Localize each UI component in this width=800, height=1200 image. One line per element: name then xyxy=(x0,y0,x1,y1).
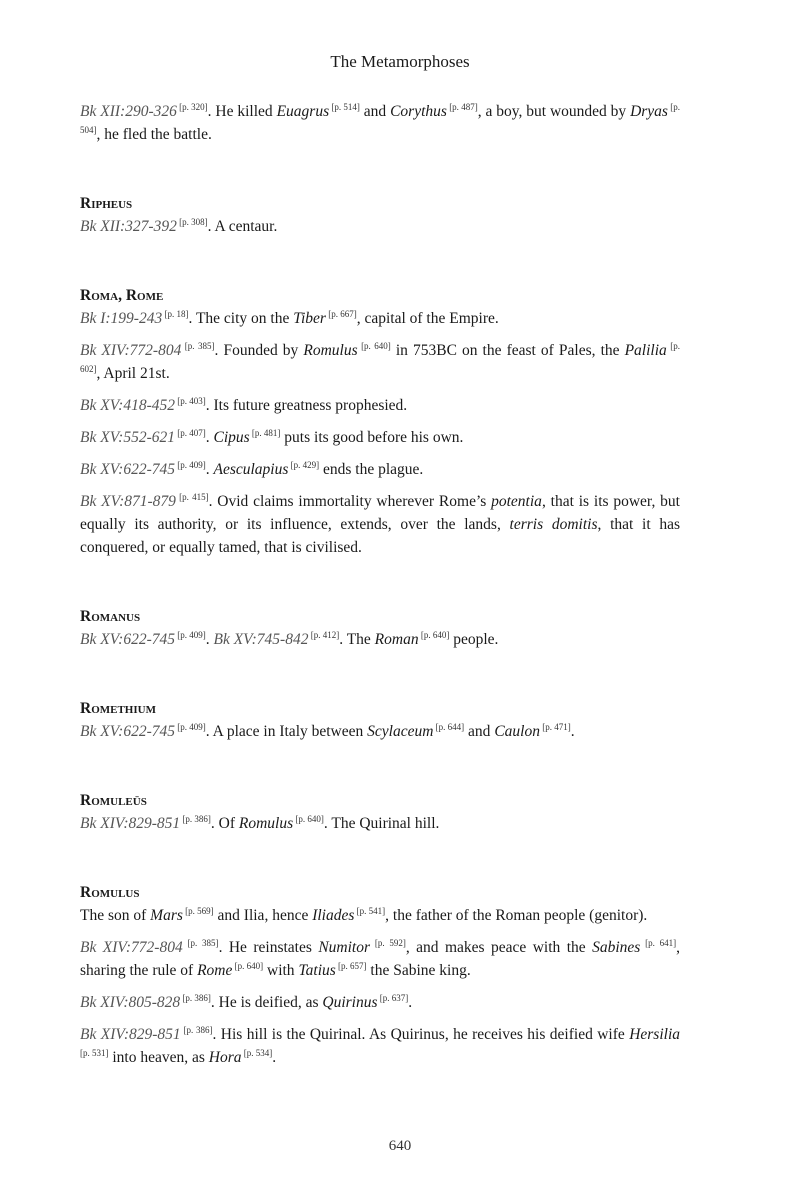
body-text: . xyxy=(272,1049,277,1066)
italic-term-link: Cipus xyxy=(213,429,250,446)
entry-heading: Ripheus xyxy=(80,195,133,212)
book-reference: Bk XIV:772-804 xyxy=(80,939,183,956)
entry-paragraph xyxy=(80,100,680,146)
page-reference: [p. 592] xyxy=(370,937,406,948)
book-reference: Bk XV:622-745 xyxy=(80,723,175,740)
body-text: . A place in Italy between xyxy=(205,723,368,740)
body-text: , that it has conquered, or equally tamed, that is civilised. xyxy=(80,516,681,556)
italic-term-link: Euagrus xyxy=(276,103,330,120)
body-text: . xyxy=(205,461,214,478)
body-text: . He is deified, as xyxy=(210,994,323,1011)
book-reference: Bk XV:418-452 xyxy=(80,397,175,414)
page-reference: [p. 385] xyxy=(181,340,215,351)
body-text: , capital of the Empire. xyxy=(356,310,499,327)
body-text: . xyxy=(205,631,214,648)
italic-term-link: Rome xyxy=(197,962,233,979)
entry-heading: Romanus xyxy=(80,608,141,625)
body-text: , April 21st. xyxy=(96,365,170,382)
page-reference: [p. 481] xyxy=(249,427,281,438)
book-reference: Bk XII:290-326 xyxy=(80,103,177,120)
page-reference: [p. 386] xyxy=(180,813,211,824)
page-reference: [p. 409] xyxy=(174,459,206,470)
italic-term-link: Romulus xyxy=(303,342,358,359)
book-reference: Bk XII:327-392 xyxy=(80,218,177,235)
entry-heading: Romuleüs xyxy=(80,792,147,809)
body-text: . xyxy=(408,994,413,1011)
page-reference: [p. 541] xyxy=(354,905,386,916)
entry-heading: Roma, Rome xyxy=(80,287,164,304)
italic-term-link: Numitor xyxy=(318,939,371,956)
book-reference: Bk XV:552-621 xyxy=(80,429,175,446)
page-reference: [p. 667] xyxy=(325,308,357,319)
page-reference: [p. 514] xyxy=(329,101,360,112)
entry-spacer xyxy=(80,568,680,605)
body-text: , and makes peace with the xyxy=(405,939,593,956)
entry-paragraph xyxy=(80,339,680,385)
italic-term-link: Quirinus xyxy=(322,994,378,1011)
page-reference: [p. 569] xyxy=(182,905,214,916)
page-reference: [p. 308] xyxy=(176,216,208,227)
entry-paragraph xyxy=(80,1023,680,1069)
entry-paragraph xyxy=(80,426,680,449)
page-reference: [p. 644] xyxy=(433,721,465,732)
body-text: . The city on the xyxy=(188,310,294,327)
italic-term-link: Romulus xyxy=(238,815,294,832)
body-text: . xyxy=(570,723,575,740)
italic-term-link: terris domitis xyxy=(509,516,598,533)
page-reference: [p. 429] xyxy=(288,459,320,470)
book-reference: Bk XIV:829-851 xyxy=(80,1026,181,1043)
book-reference: Bk XIV:772-804 xyxy=(80,342,182,359)
book-reference: Bk XV:745-842 xyxy=(213,631,309,648)
italic-term-link: Corythus xyxy=(390,103,447,120)
entry-paragraph xyxy=(80,904,680,927)
body-text: , he fled the battle. xyxy=(96,126,212,143)
body-text: . He reinstates xyxy=(218,939,319,956)
book-reference: Bk XV:622-745 xyxy=(80,631,175,648)
body-text: people. xyxy=(449,631,499,648)
entry-paragraph xyxy=(80,458,680,481)
page-reference: [p. 504] xyxy=(80,101,680,135)
entry-spacer xyxy=(80,844,680,881)
body-text: . xyxy=(205,429,214,446)
page-reference: [p. 407] xyxy=(174,427,206,438)
book-reference: Bk XV:871-879 xyxy=(80,493,176,510)
italic-term-link: Dryas xyxy=(630,103,668,120)
italic-term-link: Sabines xyxy=(592,939,641,956)
page-reference: [p. 637] xyxy=(377,992,409,1003)
page-reference: [p. 640] xyxy=(357,340,391,351)
entry-paragraph xyxy=(80,720,680,743)
page-reference: [p. 640] xyxy=(418,629,450,640)
book-reference: Bk I:199-243 xyxy=(80,310,163,327)
body-text: . Founded by xyxy=(214,342,304,359)
page-reference: [p. 18] xyxy=(162,308,189,319)
body-text: , the father of the Roman people (genitor). xyxy=(385,907,648,924)
page-reference: [p. 531] xyxy=(80,1047,109,1058)
body-text: , that is its power, but equally its authority, or its influence, extends, over the lands, xyxy=(80,493,680,533)
body-text: puts its good before his own. xyxy=(280,429,464,446)
book-reference: Bk XIV:829-851 xyxy=(80,815,181,832)
body-text: . Ovid claims immortality wherever Rome’s xyxy=(208,493,492,510)
entry-spacer xyxy=(80,247,680,284)
page-reference: [p. 412] xyxy=(308,629,340,640)
page-reference: [p. 602] xyxy=(80,340,680,374)
entry-paragraph xyxy=(80,394,680,417)
entry-paragraph xyxy=(80,215,680,238)
body-text: . He killed xyxy=(207,103,277,120)
entry-paragraph xyxy=(80,936,680,982)
page-reference: [p. 409] xyxy=(174,721,206,732)
entry-paragraph xyxy=(80,812,680,835)
italic-term-link: Palilia xyxy=(624,342,667,359)
italic-term-link: Tiber xyxy=(293,310,326,327)
page-reference: [p. 386] xyxy=(180,1024,213,1035)
body-text: the Sabine king. xyxy=(366,962,471,979)
body-text: ends the plague. xyxy=(319,461,424,478)
page-reference: [p. 641] xyxy=(640,937,677,948)
page-reference: [p. 657] xyxy=(335,960,367,971)
body-text: , a boy, but wounded by xyxy=(477,103,631,120)
entry-spacer xyxy=(80,752,680,789)
entry-spacer xyxy=(80,155,680,192)
italic-term-link: Hersilia xyxy=(629,1026,681,1043)
body-text: . Of xyxy=(210,815,239,832)
entry-paragraph xyxy=(80,991,680,1014)
book-reference: Bk XV:622-745 xyxy=(80,461,175,478)
document-body xyxy=(80,100,680,1078)
entry-paragraph xyxy=(80,628,680,651)
page-reference: [p. 385] xyxy=(182,937,219,948)
page-number: 640 xyxy=(388,1138,412,1154)
italic-term-link: Hora xyxy=(208,1049,242,1066)
page-reference: [p. 487] xyxy=(446,101,478,112)
entry-spacer xyxy=(80,660,680,697)
body-text: , sharing the rule of xyxy=(80,939,681,979)
page-reference: [p. 386] xyxy=(180,992,211,1003)
body-text: in 753BC on the feast of Pales, the xyxy=(390,342,625,359)
body-text: . His hill is the Quirinal. As Quirinus, he receives his deified wife xyxy=(212,1026,630,1043)
italic-term-link: Scylaceum xyxy=(367,723,434,740)
body-text: . The Quirinal hill. xyxy=(323,815,440,832)
page-reference: [p. 409] xyxy=(174,629,206,640)
body-text: and xyxy=(359,103,391,120)
body-text: into heaven, as xyxy=(108,1049,209,1066)
body-text: The son of xyxy=(80,907,151,924)
italic-term-link: Tatius xyxy=(298,962,336,979)
page-reference: [p. 403] xyxy=(174,395,206,406)
page-reference: [p. 640] xyxy=(293,813,324,824)
italic-term-link: Roman xyxy=(374,631,419,648)
page-reference: [p. 320] xyxy=(176,101,208,112)
body-text: . Its future greatness prophesied. xyxy=(205,397,408,414)
italic-term-link: potentia xyxy=(491,493,542,510)
entry-paragraph xyxy=(80,490,680,559)
page-reference: [p. 415] xyxy=(175,491,209,502)
italic-term-link: Caulon xyxy=(494,723,540,740)
body-text: . The xyxy=(339,631,375,648)
entry-paragraph xyxy=(80,307,680,330)
body-text: with xyxy=(263,962,299,979)
body-text: . A centaur. xyxy=(207,218,278,235)
body-text: and Ilia, hence xyxy=(213,907,313,924)
body-text: and xyxy=(464,723,495,740)
book-reference: Bk XIV:805-828 xyxy=(80,994,181,1011)
italic-term-link: Mars xyxy=(150,907,183,924)
entry-heading: Romethium xyxy=(80,700,156,717)
italic-term-link: Iliades xyxy=(312,907,355,924)
page-title: The Metamorphoses xyxy=(330,52,470,71)
entry-heading: Romulus xyxy=(80,884,140,901)
page-reference: [p. 640] xyxy=(232,960,264,971)
page-reference: [p. 471] xyxy=(539,721,571,732)
italic-term-link: Aesculapius xyxy=(213,461,289,478)
page-reference: [p. 534] xyxy=(241,1047,273,1058)
